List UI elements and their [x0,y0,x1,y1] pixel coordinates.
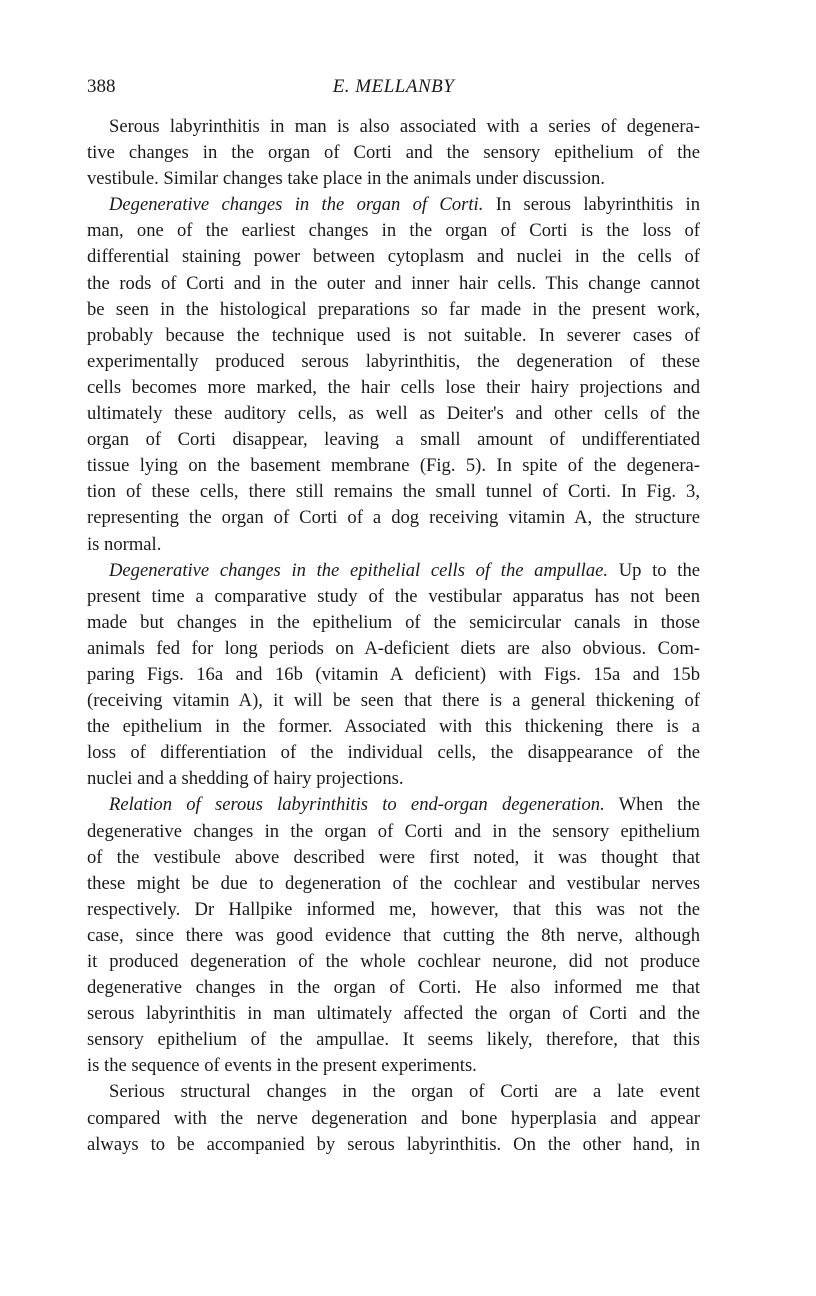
text-line [87,1001,700,1027]
page-number: 388 [87,76,116,97]
text-line [87,1132,700,1158]
running-head: E. MELLANBY [332,76,455,97]
section-heading: Degenerative changes in the epithelial cells of the ampullae. [109,559,609,581]
text-line [87,1106,700,1132]
text-line [87,453,700,479]
text-line [87,740,700,766]
line-text: degenerative changes in the organ of Corti and in the sensory epithelium [87,820,700,842]
line-text: be seen in the histological preparations so far made in the present work, [87,298,700,320]
line-text: case, since there was good evidence that cutting the 8th nerve, although [87,924,700,946]
text-line [87,401,700,427]
page-header [87,76,700,104]
text-line [87,714,700,740]
line-text: representing the organ of Corti of a dog receiving vitamin A, the structure [87,507,700,529]
line-text: always to be accompanied by serous labyrinthitis. On the other hand, in [87,1133,700,1155]
text-line [87,375,700,401]
line-text: compared with the nerve degeneration and bone hyperplasia and appear [87,1107,700,1129]
line-text: the epithelium in the former. Associated with this thickening there is a [87,716,700,738]
line-text: man, one of the earliest changes in the organ of Corti is the loss of [87,220,700,242]
text-line [87,662,700,688]
text-line [87,349,700,375]
line-text: paring Figs. 16a and 16b (vitamin A deficient) with Figs. 15a and 15b [87,663,700,685]
line-text: Serous labyrinthitis in man is also associated with a series of degenera- [109,116,700,137]
text-line [87,323,700,349]
line-text: is the sequence of events in the present experiments. [87,1055,477,1077]
line-text: sensory epithelium of the ampullae. It seems likely, therefore, that this [87,1029,700,1051]
line-text: these might be due to degeneration of the cochlear and vestibular nerves [87,872,700,894]
text-line [87,610,700,636]
text-line [87,166,700,192]
line-text: nuclei and a shedding of hairy projections. [87,768,404,790]
text-line [87,636,700,662]
text-line [87,897,700,923]
text-line [87,975,700,1001]
text-line [87,1053,700,1079]
text-line [87,1079,700,1105]
line-text: serous labyrinthitis in man ultimately affected the organ of Corti and the [87,1003,700,1025]
line-text: degenerative changes in the organ of Corti. He also informed me that [87,977,700,999]
line-text: it produced degeneration of the whole cochlear neurone, did not produce [87,951,700,972]
line-text: experimentally produced serous labyrinthitis, the degeneration of these [87,350,700,372]
text-line [87,192,700,218]
text-line [87,297,700,323]
text-line [87,819,700,845]
section-heading: Degenerative changes in the organ of Corti. [109,194,484,216]
line-text: the rods of Corti and in the outer and inner hair cells. This change cannot [87,272,700,294]
line-text: (receiving vitamin A), it will be seen that there is a general thickening of [87,690,700,712]
text-line [87,923,700,949]
line-text: of the vestibule above described were first noted, it was thought that [87,846,700,868]
text-line [87,792,700,818]
line-text: loss of differentiation of the individual cells, the disappearance of the [87,742,700,764]
text-line [87,845,700,871]
line-text: is normal. [87,533,162,555]
line-text: When the [604,794,700,816]
line-text: probably because the technique used is not suitable. In severer cases of [87,324,700,346]
text-line [87,114,700,140]
body-text [87,114,700,1158]
text-line [87,766,700,792]
text-line [87,558,700,584]
line-text: respectively. Dr Hallpike informed me, however, that this was not the [87,898,700,920]
line-text: tion of these cells, there still remains the small tunnel of Corti. In Fig. 3, [87,481,700,503]
text-line [87,244,700,270]
text-line [87,1027,700,1053]
line-text: In serous labyrinthitis in [483,194,701,216]
text-line [87,140,700,166]
line-text: differential staining power between cytoplasm and nuclei in the cells of [87,246,700,268]
section-heading: Relation of serous labyrinthitis to end-organ degeneration. [109,794,605,816]
line-text: cells becomes more marked, the hair cells lose their hairy projections and [87,376,700,398]
line-text: vestibule. Similar changes take place in the animals under discussion. [87,168,605,190]
text-line [87,688,700,714]
text-line [87,479,700,505]
text-line [87,271,700,297]
line-text: Up to the [608,559,700,581]
text-line [87,427,700,453]
line-text: organ of Corti disappear, leaving a small amount of undifferentiated [87,429,700,451]
text-line [87,505,700,531]
line-text: Serious structural changes in the organ of Corti are a late event [109,1081,700,1103]
line-text: animals fed for long periods on A-deficient diets are also obvious. Com- [87,637,700,659]
text-line [87,218,700,244]
line-text: ultimately these auditory cells, as well as Deiter's and other cells of the [87,403,700,425]
line-text: made but changes in the epithelium of the semicircular canals in those [87,611,700,633]
line-text: tissue lying on the basement membrane (Fig. 5). In spite of the degenera- [87,455,700,477]
line-text: tive changes in the organ of Corti and the sensory epithelium of the [87,142,700,164]
line-text: present time a comparative study of the vestibular apparatus has not been [87,585,700,607]
text-line [87,532,700,558]
text-line [87,871,700,897]
text-line [87,584,700,610]
text-line [87,949,700,975]
